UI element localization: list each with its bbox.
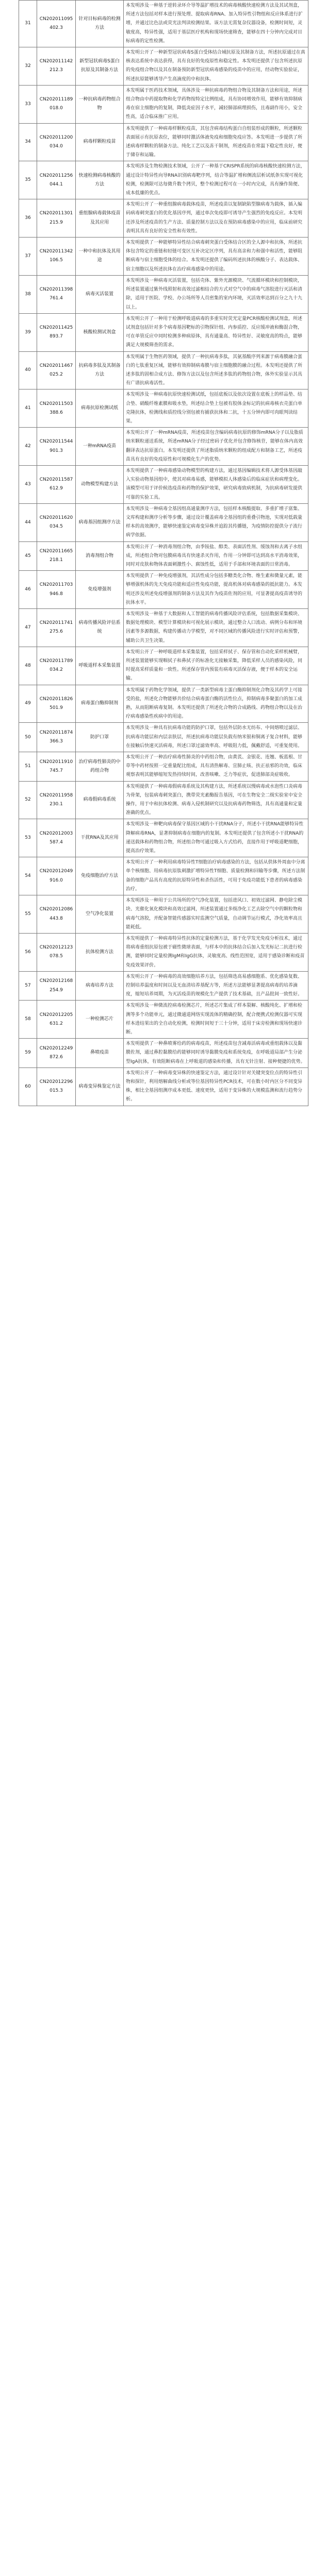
- publication-number: CN202011301215.9: [37, 199, 76, 238]
- patent-abstract: 本发明涉及一种靶向病毒保守基因区域的小干扰RNA分子，所述小干扰RNA能够特异性降解病毒RNA，显著抑制病毒在细胞内的复制。本发明还提供了包含所述小干扰RNA的递送载体和药物组合物，所述组合物可通过吸入方式给药，直接作用于呼吸道靶细胞，提高治疗效果。: [124, 819, 308, 857]
- publication-number: CN202012168254.9: [37, 971, 76, 1001]
- table-row: [19, 465, 308, 503]
- publication-number: CN202011703946.8: [37, 571, 76, 609]
- row-number: 59: [19, 1039, 37, 1068]
- table-row: [19, 199, 308, 238]
- row-number: 32: [19, 47, 37, 86]
- patent-abstract: 本发明涉及一种基于逆转录环介导等温扩增技术的病毒核酸快速检测方法及其试剂盒，所述方法包括对样本进行预处理、提取病毒RNA、加入特异性引物组和反应体系进行扩增，并通过比色法或荧光法判读检测结果。该方法无需复杂仪器设备，检测时间短，灵敏度高，特异性强，适用于基层医疗机构和现场快速筛查，能够在四十分钟内完成对目标病毒的定性检测。: [124, 1, 308, 47]
- patent-abstract: 本发明涉及一种具有抗病毒功能的防护口罩，包括外层防水无纺布、中间熔喷过滤层、抗病毒功能层和内层亲肤层，所述抗病毒功能层负载有纳米银和铜离子复合材料，能够在接触后快速灭活病毒，所述口罩过滤效率高、呼吸阻力低，佩戴舒适，可重复使用。: [124, 723, 308, 752]
- patent-abstract: 本发明公开了一种重组腺病毒载体疫苗，所述疫苗以复制缺陷型腺病毒为载体，插入编码病毒刺突蛋白的优化基因序列，通过单次免疫即可诱导产生强烈的免疫反应。本发明还涉及所述疫苗的生产方法、质量控制方法以及在预防病毒感染中的应用，临床前研究表明其具有良好的安全性和有效性。: [124, 199, 308, 238]
- patent-abstract: 本发明涉及生物检测技术领域，公开了一种基于CRISPR系统的病毒核酸快速检测方法，通过设计特异性向导RNA识别病毒靶序列，结合等温扩增和侧流层析试纸条实现可视化检测，检测限可达每微升数个拷贝，整个检测过程可在一小时内完成，具有操作简便、成本低廉的优点。: [124, 161, 308, 199]
- row-number: 41: [19, 389, 37, 428]
- patent-title: 免疫增强剂: [76, 571, 124, 609]
- row-number: 46: [19, 571, 37, 609]
- table-row: [19, 351, 308, 389]
- patent-title: 一种mRNA疫苗: [76, 428, 124, 466]
- publication-number: CN202012086443.8: [37, 895, 76, 934]
- table-row: [19, 723, 308, 752]
- table-row: [19, 571, 308, 609]
- publication-number: CN202011398761.4: [37, 275, 76, 313]
- publication-number: CN202011503388.6: [37, 389, 76, 428]
- publication-number: CN202011342106.5: [37, 238, 76, 276]
- row-number: 39: [19, 313, 37, 351]
- row-number: 55: [19, 895, 37, 934]
- table-row: [19, 752, 308, 782]
- row-number: 37: [19, 238, 37, 276]
- patent-abstract: 本发明属于医药技术领域，具体涉及一种抗病毒药物组合物及其制备方法和用途，所述组合物由中药提取物和化学药物按特定比例组成，具有协同增效作用，能够有效抑制病毒在宿主细胞内的复制，降低炎症因子水平，减轻肺部病理损伤，且毒副作用小，安全性高，适合临床推广应用。: [124, 85, 308, 123]
- patent-title: 针对目标病毒的检测方法: [76, 1, 124, 47]
- table-row: [19, 123, 308, 161]
- row-number: 47: [19, 609, 37, 647]
- patent-abstract: 本发明公开了一种病毒变异株的快速鉴定方法，通过设计针对关键突变位点的特异性引物和探针，利用熔解曲线分析或等位基因特异性PCR技术，可在数小时内区分不同变异株，相比全基因组测序成本更低、速度更快，适用于变异株的大规模监测和流行趋势分析。: [124, 1067, 308, 1106]
- publication-number: CN202012296015.3: [37, 1067, 76, 1106]
- patent-abstract: 本发明公开了一种mRNA疫苗，所述疫苗包含编码病毒抗原的修饰mRNA分子以及脂质纳米颗粒递送系统，所述mRNA分子经过密码子优化并包含修饰核苷，能够在体内高效翻译表达抗原蛋白。本发明还提供了所述脂质纳米颗粒的组成配方和制备工艺，所述疫苗具有良好的免疫原性和可规模化生产的优势。: [124, 428, 308, 466]
- publication-number: CN202011587612.9: [37, 465, 76, 503]
- patent-abstract: 本发明提供了一种免疫增强剂，其活性成分包括多糖类化合物、维生素和微量元素，能够增强机体的先天免疫功能和适应性免疫功能，提高机体对病毒感染的抵抗能力。本发明还涉及所述免疫增强剂的制备方法及其作为疫苗佐剂的应用，可显著提高疫苗诱导的抗体水平。: [124, 571, 308, 609]
- table-row: [19, 238, 308, 276]
- patent-abstract: 本发明涉及一种病毒抗原快速检测试纸，包括底板以及依次设置在底板上的样品垫、结合垫、硝酸纤维素膜和吸水垫，所述结合垫上包被有胶体金标记的抗病毒核衣壳蛋白单克隆抗体，检测线和质控线分别包被有捕获抗体和二抗，十五分钟内即可肉眼判读结果。: [124, 389, 308, 428]
- row-number: 56: [19, 933, 37, 971]
- patent-abstract: 本发明公开了一种病毒的高效细胞培养方法，包括筛选高易感细胞系、优化感染复数、控制培养温度和时间以及无血清培养基配方等，所述方法能够显著提高病毒的培养滴度，缩短培养周期，为灭活疫苗的规模化生产提供了技术基础，且产品批间一致性好。: [124, 971, 308, 1001]
- patent-title: 治疗病毒性肺炎的中药组合物: [76, 752, 124, 782]
- table-row: [19, 85, 308, 123]
- table-row: [19, 819, 308, 857]
- patent-title: 核酸检测试剂盒: [76, 313, 124, 351]
- publication-number: CN202011200034.0: [37, 123, 76, 161]
- publication-number: CN202011620034.5: [37, 503, 76, 541]
- table-row: [19, 1039, 308, 1068]
- patent-abstract: 本发明提供了一种病毒样颗粒疫苗，其包含病毒结构蛋白自组装形成的颗粒，所述颗粒表面展示有抗原表位，能够同时激活体液免疫和细胞免疫应答。本发明进一步提供了所述病毒样颗粒的制备方法、纯化工艺以及冻干制剂，所述疫苗在常温下稳定性良好，便于储存和运输。: [124, 123, 308, 161]
- row-number: 52: [19, 781, 37, 819]
- patent-title: 鼻喷疫苗: [76, 1039, 124, 1068]
- row-number: 60: [19, 1067, 37, 1106]
- patent-title: 病毒传播风险评估系统: [76, 609, 124, 647]
- publication-number: CN202011467025.2: [37, 351, 76, 389]
- row-number: 38: [19, 275, 37, 313]
- row-number: 54: [19, 857, 37, 895]
- patent-abstract: 本发明公开了一种利用病毒特异性T细胞治疗病毒感染的方法，包括从供体外周血中分离单个核细胞、用病毒抗原肽刺激扩增特异性T细胞、质量检测和回输等步骤，所述方法制备的细胞产品具有高度的抗原特异性和杀伤活性，可用于免疫功能低下患者的病毒感染治疗。: [124, 857, 308, 895]
- patent-table: [19, 0, 308, 1106]
- patent-abstract: 本发明提供了一种病毒特异性抗体的定量检测方法，基于化学发光免疫分析技术，通过将病毒重组抗原包被于磁性微球表面，与样本中的抗体结合后加入发光标记二抗进行检测，能够同时定量检测IgM和IgG抗体，灵敏度高、线性范围宽，适用于感染诊断和疫苗免疫效果评价。: [124, 933, 308, 971]
- patent-title: 病毒蛋白酶抑制剂: [76, 685, 124, 723]
- patent-abstract: 本发明涉及一种基于大数据和人工智能的病毒传播风险评估系统，包括数据采集模块、数据处理模块、模型计算模块和可视化展示模块，通过整合人口流动、病例分布和环境因素等多源数据，构建传播动力学模型，对不同区域的传播风险进行实时评估和预警，辅助公共卫生决策。: [124, 609, 308, 647]
- table-row: [19, 971, 308, 1001]
- table-row: [19, 933, 308, 971]
- row-number: 36: [19, 199, 37, 238]
- row-number: 58: [19, 1001, 37, 1039]
- patent-title: 病毒基因组测序方法: [76, 503, 124, 541]
- row-number: 44: [19, 503, 37, 541]
- patent-title: 消毒剂组合物: [76, 541, 124, 571]
- row-number: 33: [19, 85, 37, 123]
- table-row: [19, 313, 308, 351]
- patent-title: 干扰RNA及其应用: [76, 819, 124, 857]
- patent-abstract: 本发明公开了一种用于检测呼吸道病毒的多重实时荧光定量PCR核酸检测试剂盒，所述试剂盒包括针对多个病毒基因靶标的引物探针组、内参质控、反应缓冲液和酶混合物，可在单管反应中同时检测多种病原体，具有通量高、特异性好、灵敏度高的特点，能够满足大规模筛查的需求。: [124, 313, 308, 351]
- patent-abstract: 本发明涉及一种病毒全基因组高通量测序方法，包括样本核酸提取、多重扩增子富集、文库构建和测序分析等步骤，通过设计覆盖病毒全基因组的重叠引物池，实现对低载量样本的高效测序，能够快速鉴定病毒变异株并追踪其传播链，为疫情防控提供分子流行病学依据。: [124, 503, 308, 541]
- publication-number: CN202011789034.2: [37, 647, 76, 685]
- row-number: 49: [19, 685, 37, 723]
- row-number: 51: [19, 752, 37, 782]
- patent-title: 防护口罩: [76, 723, 124, 752]
- patent-title: 病毒培养方法: [76, 971, 124, 1001]
- publication-number: CN202011741275.6: [37, 609, 76, 647]
- publication-number: CN202011189018.0: [37, 85, 76, 123]
- table-row: [19, 781, 308, 819]
- table-row: [19, 1001, 308, 1039]
- row-number: 42: [19, 428, 37, 466]
- publication-number: CN202012249872.6: [37, 1039, 76, 1068]
- patent-title: 一种抗病毒药物组合物: [76, 85, 124, 123]
- row-number: 40: [19, 351, 37, 389]
- row-number: 53: [19, 819, 37, 857]
- publication-number: CN202011256044.1: [37, 161, 76, 199]
- publication-number: CN202011544901.3: [37, 428, 76, 466]
- table-row: [19, 541, 308, 571]
- row-number: 57: [19, 971, 37, 1001]
- table-row: [19, 503, 308, 541]
- patent-title: 重组腺病毒载体疫苗及其应用: [76, 199, 124, 238]
- table-row: [19, 47, 308, 86]
- patent-title: 一种中和抗体及其用途: [76, 238, 124, 276]
- patent-title: 新型冠状病毒S蛋白抗原及其制备方法: [76, 47, 124, 86]
- patent-title: 病毒抗原检测试纸: [76, 389, 124, 428]
- patent-title: 空气净化装置: [76, 895, 124, 934]
- table-row: [19, 895, 308, 934]
- table-row: [19, 1, 308, 47]
- row-number: 50: [19, 723, 37, 752]
- patent-abstract: 本发明公开了一种新型冠状病毒S蛋白受体结合域抗原及其制备方法，所述抗原通过在真核表达系统中表达获得，具有良好的免疫原性和稳定性。本发明还提供了包含所述抗原的免疫组合物以及其在制备预防新型冠状病毒感染的疫苗中的应用，经动物实验验证，所述抗原能够诱导产生高滴度的中和抗体。: [124, 47, 308, 86]
- patent-title: 一种检测芯片: [76, 1001, 124, 1039]
- publication-number: CN202012123078.5: [37, 933, 76, 971]
- row-number: 43: [19, 465, 37, 503]
- patent-title: 病毒变异株鉴定方法: [76, 1067, 124, 1106]
- patent-abstract: 本发明提供了一种病毒感染动物模型的构建方法，通过基因编辑技术将人源受体基因敲入实验动物基因组中，使其对病毒易感，能够模拟人体感染后的临床症状和病理变化。该模型可用于评价候选疫苗和药物的保护效果，研究病毒致病机制，为抗病毒研发提供可靠的实验工具。: [124, 465, 308, 503]
- row-number: 35: [19, 161, 37, 199]
- patent-abstract: 本发明公开了一种治疗病毒性肺炎的中药组合物，由黄芪、金银花、连翘、板蓝根、甘草等中药材按照一定重量配比组成，具有清热解毒、宣肺止咳、扶正祛邪的功效，临床观察表明其能够缩短发热持续时间，改善咳嗽、乏力等症状，促进肺部炎症吸收。: [124, 752, 308, 782]
- patent-title: 快速检测病毒核酸的方法: [76, 161, 124, 199]
- patent-abstract: 本发明属于药物化学领域，提供了一类新型病毒主蛋白酶抑制剂化合物及其药学上可接受的盐，所述化合物能够共价结合病毒蛋白酶的活性位点，抑制病毒多聚蛋白的加工成熟，从而阻断病毒复制。本发明还提供了所述化合物的合成路线、药物组合物以及在治疗病毒感染性疾病中的用途。: [124, 685, 308, 723]
- patent-title: 抗病毒多肽及其制备方法: [76, 351, 124, 389]
- patent-title: 病毒样颗粒疫苗: [76, 123, 124, 161]
- table-row: [19, 389, 308, 428]
- table-row: [19, 685, 308, 723]
- table-row: [19, 161, 308, 199]
- publication-number: CN202011958230.1: [37, 781, 76, 819]
- patent-abstract: 本发明涉及一种用于公共场所的空气净化装置，包括进风口、初效过滤网、静电除尘模块、光催化氧化模块和高效过滤网，所述装置通过多级净化工艺去除空气中的颗粒物和病毒气溶胶，并配备智能传感器实时监测空气质量，自动调节运行模式，净化效率高且能耗低。: [124, 895, 308, 934]
- publication-number: CN202011425893.7: [37, 313, 76, 351]
- patent-title: 抗体检测方法: [76, 933, 124, 971]
- publication-number: CN202012049916.0: [37, 857, 76, 895]
- patent-title: 病毒灭活装置: [76, 275, 124, 313]
- table-row: [19, 857, 308, 895]
- row-number: 31: [19, 1, 37, 47]
- patent-abstract: 本发明提供了一种鼻喷雾给药的病毒疫苗，所述疫苗包含减毒活病毒或重组载体以及黏膜佐剂，通过鼻腔黏膜给药能够同时诱导黏膜免疫和系统免疫，在呼吸道局部产生分泌型IgA抗体，有效阻断病毒在上呼吸道的感染和传播，具有无针注射、接种便捷的优势。: [124, 1039, 308, 1068]
- publication-number: CN202011665218.1: [37, 541, 76, 571]
- publication-number: CN202011874366.3: [37, 723, 76, 752]
- patent-abstract: 本发明提供了一种能够特异性结合病毒刺突蛋白受体结合区的全人源中和抗体，所述抗体包含特定的重链和轻链可变区互补决定区序列，具有高亲和力和强中和活性，能够阻断病毒与宿主细胞受体的结合。本发明还提供了编码所述抗体的核酸分子、表达载体、宿主细胞以及所述抗体在治疗病毒感染中的用途。: [124, 238, 308, 276]
- table-row: [19, 275, 308, 313]
- publication-number: CN202011142212.3: [37, 47, 76, 86]
- patent-title: 病毒假病毒系统: [76, 781, 124, 819]
- patent-title: 免疫细胞治疗方法: [76, 857, 124, 895]
- table-row: [19, 428, 308, 466]
- row-number: 45: [19, 541, 37, 571]
- row-number: 34: [19, 123, 37, 161]
- patent-abstract: 本发明涉及一种病毒灭活装置，包括壳体、紫外光源模块、气流循环模块和控制模块，所述装置通过紫外线照射和高效过滤相结合的方式对空气中的病毒气溶胶进行灭活和清除，适用于医院、学校、办公场所等人员密集的室内环境，灭活效率达到百分之九十九以上。: [124, 275, 308, 313]
- table-row: [19, 647, 308, 685]
- publication-number: CN202011095402.3: [37, 1, 76, 47]
- patent-abstract: 本发明公开了一种消毒剂组合物，由季铵盐、醇类、表面活性剂、缓蚀剂和去离子水组成，所述组合物对包膜病毒具有快速杀灭作用，作用一分钟即可达到高水平消毒效果，同时对皮肤和物体表面刺激性小、腐蚀性低，适用于手部和环境表面的日常消毒。: [124, 541, 308, 571]
- patent-title: 呼吸道样本采集装置: [76, 647, 124, 685]
- publication-number: CN202011826501.9: [37, 685, 76, 723]
- table-row: [19, 609, 308, 647]
- patent-abstract: 本发明公开了一种呼吸道样本采集装置，包括采样拭子、保存管和自动化采样机械臂，所述装置能够实现咽拭子和鼻拭子的标准化无接触采集，降低采样人员的感染风险，同时提高采样质量和一致性。所述保存管内预装有病毒灭活保存液，便于样本的安全运输。: [124, 647, 308, 685]
- patent-abstract: 本发明提供了一种病毒假病毒系统及其构建方法，所述系统以慢病毒或水泡性口炎病毒为骨架，包装病毒刺突蛋白，携带荧光素酶报告基因，可在生物安全二级实验室中安全操作，用于中和抗体检测、病毒入侵机制研究以及抗病毒药物筛选，具有高通量和定量准确的优点。: [124, 781, 308, 819]
- publication-number: CN202011910745.7: [37, 752, 76, 782]
- row-number: 48: [19, 647, 37, 685]
- publication-number: CN202012003587.4: [37, 819, 76, 857]
- patent-table-body: [19, 1, 308, 1106]
- table-row: [19, 1067, 308, 1106]
- publication-number: CN202012205631.2: [37, 1001, 76, 1039]
- patent-abstract: 本发明属于生物医药领域，提供了一种抗病毒多肽，其氨基酸序列来源于病毒膜融合蛋白的七肽重复区域，能够有效抑制病毒膜与宿主细胞膜的融合过程。本发明还提供了所述多肽的固相合成方法、修饰方法以及包含所述多肽的药物组合物，体外实验显示其具有广谱抗病毒活性。: [124, 351, 308, 389]
- patent-title: 动物模型构建方法: [76, 465, 124, 503]
- patent-abstract: 本发明涉及一种微流控病毒检测芯片，所述芯片集成了样本裂解、核酸纯化、扩增和检测等多个功能单元，通过微通道网络实现流体的精确控制，配合便携式检测仪器可实现样本进结果出的全自动化检测，检测时间短于三十分钟，适用于床旁检测和现场快速诊断。: [124, 1001, 308, 1039]
